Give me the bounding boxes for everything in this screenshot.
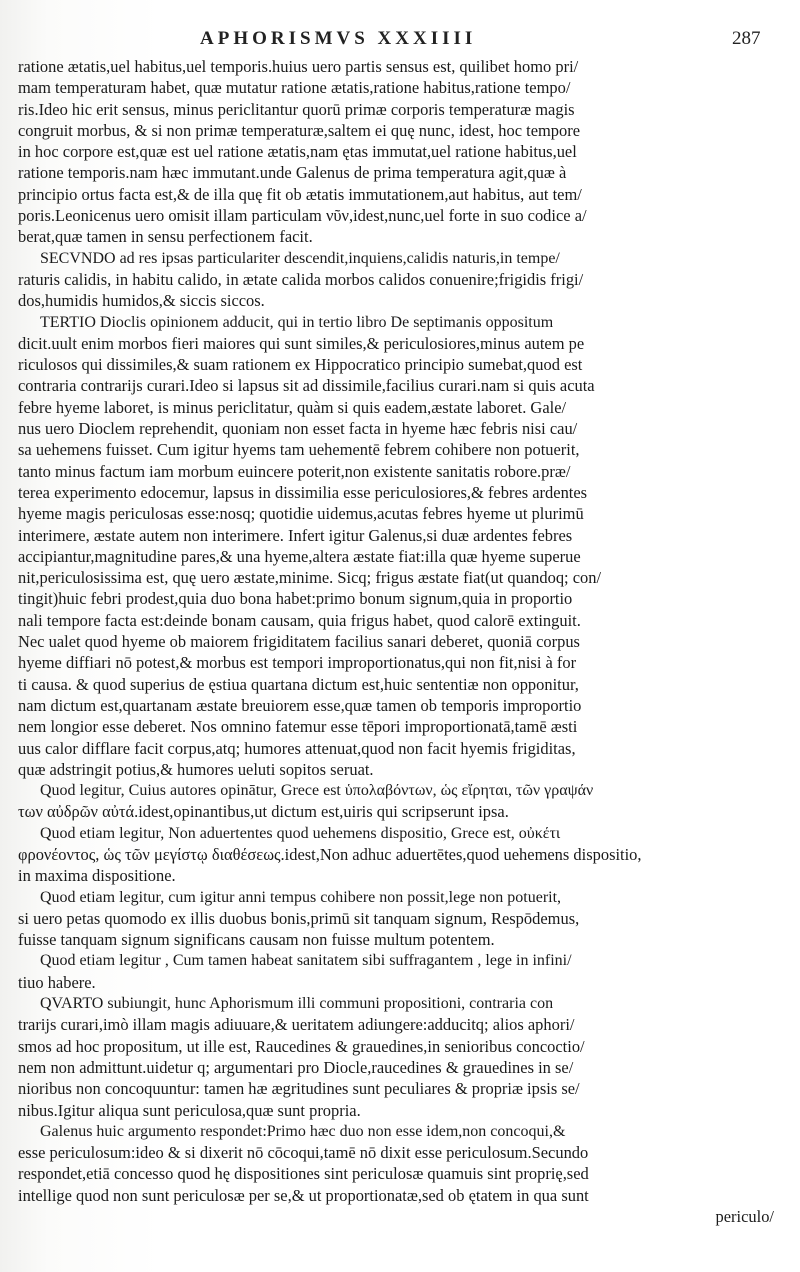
paragraph-quod-legitur-4 [18,950,780,993]
catchword: periculo/ [715,1207,774,1227]
text-line: nit,periculosissima est, quę uero æstate,minime. Sicq; frigus æstate fiat(ut quandoq; con/ [18,568,602,588]
text-line: terea experimento edocemur, lapsus in dissimilia esse periculosiores,& febres ardentes [18,482,588,502]
text-line: QVARTO subiungit, hunc Aphorismum illi communi propositioni, contraria con [40,995,554,1013]
paragraph-tertio [18,312,780,781]
text-line: ratione ætatis,uel habitus,uel temporis.huius uero partis sensus est, quilibet homo pri/ [18,57,579,76]
body-text [18,56,780,1227]
text-line: tanto minus factum iam morbum euincere poterit,non existente sanitatis robore.præ/ [18,461,571,481]
text-line: tiuo habere. [18,972,96,992]
text-line: ti causa. & quod superius de ęstiua quartana dictum est,huic sententiæ non opponitur, [18,674,579,694]
text-line: tingit)huic febri prodest,quia duo bona habet:primo bonum signum,quia in proportio [18,589,573,609]
text-line: smos ad hoc propositum, ut ille est, Raucedines & grauedines,in senioribus concoctio/ [18,1036,585,1056]
text-line: poris.Leonicenus uero omisit illam particulam νῦν,idest,nunc,uel forte in suo codice a/ [18,206,587,226]
text-line: dos,humidis humidos,& siccis siccos. [18,291,265,311]
text-line: intellige quod non sunt periculosæ per se,& ut proportionatæ,sed ob ętatem in qua sunt [18,1185,589,1205]
paragraph-secundo [18,248,780,312]
text-line: raturis calidis, in habitu calido, in ætate calida morbos calidos conuenire;frigidis frigi/ [18,269,584,289]
paragraph-quarto [18,993,780,1121]
text-line: ratione temporis.nam hæc immutant.unde Galenus de prima temperatura agit,quæ à [18,163,567,183]
text-line: principio ortus facta est,& de illa quę fit ob ætatis immutationem,aut habitus, aut tem/ [18,184,582,204]
text-line: esse periculosum:ideo & si dixerit nō cōcoqui,tamē nō dixit esse periculosum.Secundo [18,1143,589,1163]
text-line: hyeme diffiari nō potest,& morbus est tempori improportionatus,qui non fit,nisi à for [18,653,577,673]
paragraph-quod-legitur-1 [18,780,780,823]
text-line: trarijs curari,imò illam magis adiuuare,& ueritatem adiungere:adducitq; alios aphori/ [18,1015,575,1035]
text-line: uus calor difflare facit corpus,atq; humores attenuat,quod non facit hyemis frigiditas, [18,738,576,758]
text-line: nem non admittunt.uidetur q; argumentari pro Diocle,raucedines & grauedines in se/ [18,1057,574,1077]
text-line: Quod legitur, Cuius autores opinātur, Grece est ὑπολαβόντων, ὡς εἴρηται, τῶν γραψάν [40,782,594,800]
text-line: riculosos qui dissimiles,& suam rationem ex Hippocratico principio sumebat,quod est [18,355,583,375]
text-line: nus uero Dioclem reprehendit, quoniam non esset facta in hyeme hæc febris nisi cau/ [18,419,578,439]
text-line: quæ adstringit potius,& humores ueluti sopitos seruat. [18,759,374,779]
text-line: TERTIO Dioclis opinionem adducit, qui in tertio libro De septimanis oppositum [40,313,554,331]
text-line: nali tempore facta est:deinde bonam causam, quia frigus habet, quod calorē extinguit. [18,610,581,630]
text-line: accipiantur,magnitudine pares,& una hyeme,altera æstate fiat:illa quæ hyeme superue [18,546,581,566]
text-line: ris.Ideo hic erit sensus, minus periclitantur quorū primæ corporis temperaturæ magis [18,99,575,119]
text-line: fuisse tanquam signum significans causam non fuisse multum potentem. [18,930,495,950]
page-number: 287 [732,28,761,49]
text-line: SECVNDO ad res ipsas particulariter descendit,inquiens,calidis naturis,in tempe/ [40,249,560,267]
text-line: respondet,etiā concesso quod hę dispositiones sint periculosæ quamuis sint proprię,sed [18,1164,589,1184]
text-line: Nec ualet quod hyeme ob maiorem frigiditatem facilius sanari deberet, quoniā corpus [18,632,580,652]
paragraph-quod-legitur-2 [18,823,780,887]
text-line: febre hyeme laboret, is minus periclitatur, quàm si quis eadem,æstate laboret. Gale/ [18,397,567,417]
text-line: berat,quæ tamen in sensu perfectionem facit. [18,227,313,247]
text-line: nibus.Igitur aliqua sunt periculosa,quæ sunt propria. [18,1100,361,1120]
text-line: των αὐδρῶν αὐτά.idest,opinantibus,ut dictum est,uiris qui scripserunt ipsa. [18,802,509,822]
text-line: sa uehemens fuisset. Cum igitur hyems tam uehementē febrem cohibere non potuerit, [18,440,580,460]
text-line: interimere, æstate autem non interimere. Infert igitur Galenus,si duæ ardentes febres [18,525,573,545]
text-line: in hoc corpore est,quæ est uel ratione ætatis,nam ętas immutat,uel ratione habitus,uel [18,142,577,162]
text-line: Quod etiam legitur, Non aduertentes quod uehemens dispositio, Grece est, οὐκέτι [40,824,561,842]
text-line: nioribus non concoquuntur: tamen hæ ægritudines sunt peculiares & propriæ ipsis se/ [18,1079,580,1099]
paragraph-quod-legitur-3 [18,887,780,951]
running-head: APHORISMVS XXXIIII [200,28,477,49]
text-line: Quod etiam legitur , Cum tamen habeat sanitatem sibi suffragantem , lege in infini/ [40,952,572,970]
text-line: Galenus huic argumento respondet:Primo hæc duo non esse idem,non concoqui,& [40,1122,566,1140]
text-line: φρονέοντος, ὡς τῶν μεγίστῳ διαθέσεως.idest,Non adhuc aduertētes,quod uehemens dispositio, [18,844,642,864]
text-line: dicit.uult enim morbos fieri maiores qui sunt similes,& periculosiores,minus autem pe [18,333,585,353]
text-line: hyeme magis periculosas esse:nosq; quotidie uidemus,acutas febres hyeme ut plurimū [18,504,584,524]
text-line: mam temperaturam habet, quæ mutatur ratione ætatis,ratione habitus,ratione tempo/ [18,78,571,98]
text-line: in maxima dispositione. [18,866,176,886]
text-line: nem longior esse deberet. Nos omnino fatemur esse tēpori improportionatā,tamē æsti [18,717,578,737]
text-line: si uero petas quomodo ex illis duobus bonis,primū sit tanquam signum, Respōdemus, [18,908,580,928]
paragraph-galenus [18,1121,780,1206]
text-line: congruit morbus, & si non primæ temperaturæ,saltem ei quę nunc, idest, hoc tempore [18,120,581,140]
text-line: contraria contrarijs curari.Ideo si lapsus sit ad dissimile,facilius curari.nam si quis acuta [18,376,595,396]
text-line: Quod etiam legitur, cum igitur anni tempus cohibere non possit,lege non potuerit, [40,888,562,906]
text-line: nam dictum est,quartanam æstate breuiorem esse,quæ tamen ob temporis improportio [18,695,582,715]
paragraph-continuation [18,56,780,248]
